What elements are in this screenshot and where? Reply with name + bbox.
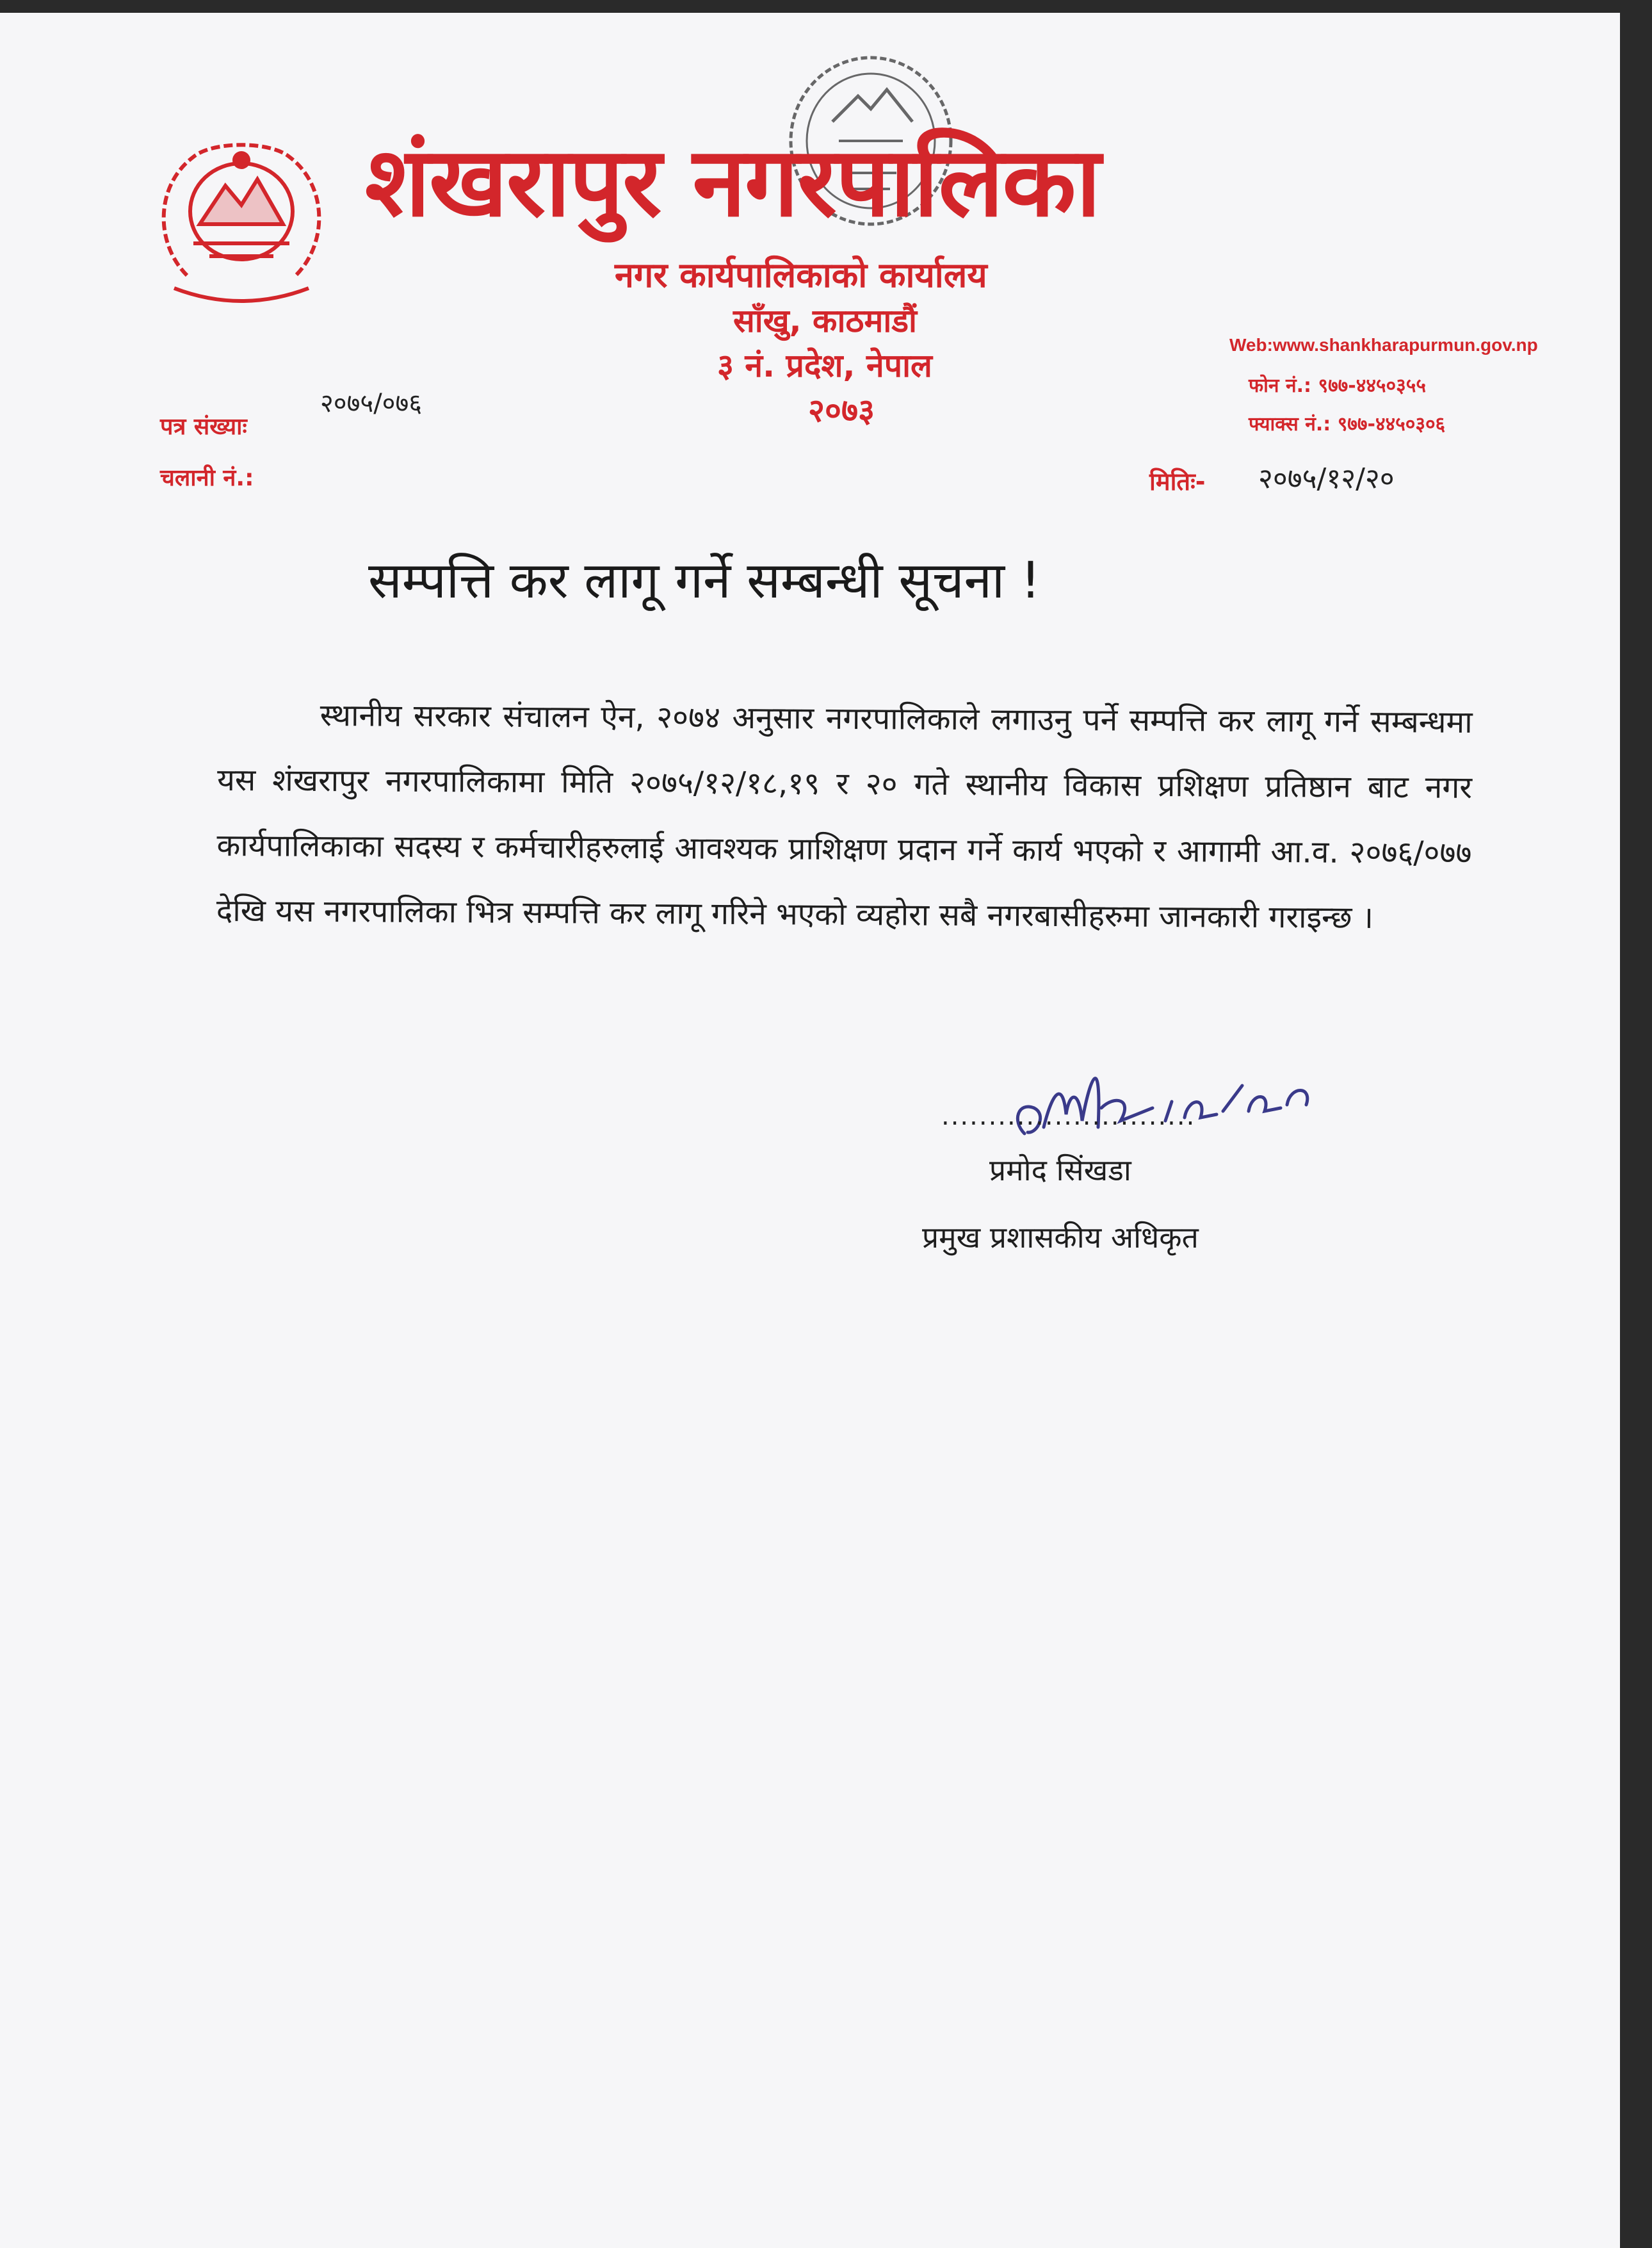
phone-number: फोन नं.: ९७७-४४५०३५५ [1249,375,1426,397]
office-name: नगर कार्यपालिकाको कार्यालय [615,255,987,295]
fax-number: फ्याक्स नं.: ९७७-४४५०३०६ [1249,413,1446,436]
nepal-emblem-logo [149,128,334,307]
signatory-title: प्रमुख प्रशासकीय अधिकृत [922,1220,1199,1255]
address-line-1: साँखु, काठमाडौं [733,302,918,339]
address-line-2: ३ नं. प्रदेश, नेपाल [717,347,932,384]
dispatch-number-label: चलानी नं.: [160,465,254,491]
notice-title: सम्पत्ति कर लागू गर्ने सम्बन्धी सूचना ! [368,552,1041,610]
established-year: २०७३ [808,392,875,429]
reference-number-value: २०७५/०७६ [320,389,423,418]
reference-number-label: पत्र संख्याः [160,414,247,440]
municipality-name: शंखरापुर नगरपालिका [365,127,1100,238]
notice-body: स्थानीय सरकार संचालन ऐन, २०७४ अनुसार नगरपालिकाले लगाउनु पर्ने सम्पत्ति कर लागू गर्ने सम्बन्धमा यस शंखरापुर नगरपालिकामा मिति २०७५/१२/१८,१९ र २० गते स्थानीय विकास प्रशिक्षण प्रतिष्ठान बाट नगर कार्यपालिकाका सदस्य र कर्मचारीहरुलाई आवश्यक प्राशिक्षण प्रदान गर्ने कार्य भएको र आगामी आ.व. २०७६/०७७ देखि यस नगरपालिका भित्र सम्पत्ति कर लागू गरिने भएको व्यहोरा सबै नगरबासीहरुमा जानकारी गराइन्छ । [216,697,1473,936]
letter-sheet [0,13,1620,2248]
signatory-name: प्रमोद सिंखडा [989,1153,1131,1187]
date-label: मितिः- [1149,468,1206,496]
signature-line: ........................... [941,1102,1196,1131]
date-value: २०७५/१२/२० [1258,462,1395,495]
website: Web:www.shankharapurmun.gov.np [1229,335,1538,355]
